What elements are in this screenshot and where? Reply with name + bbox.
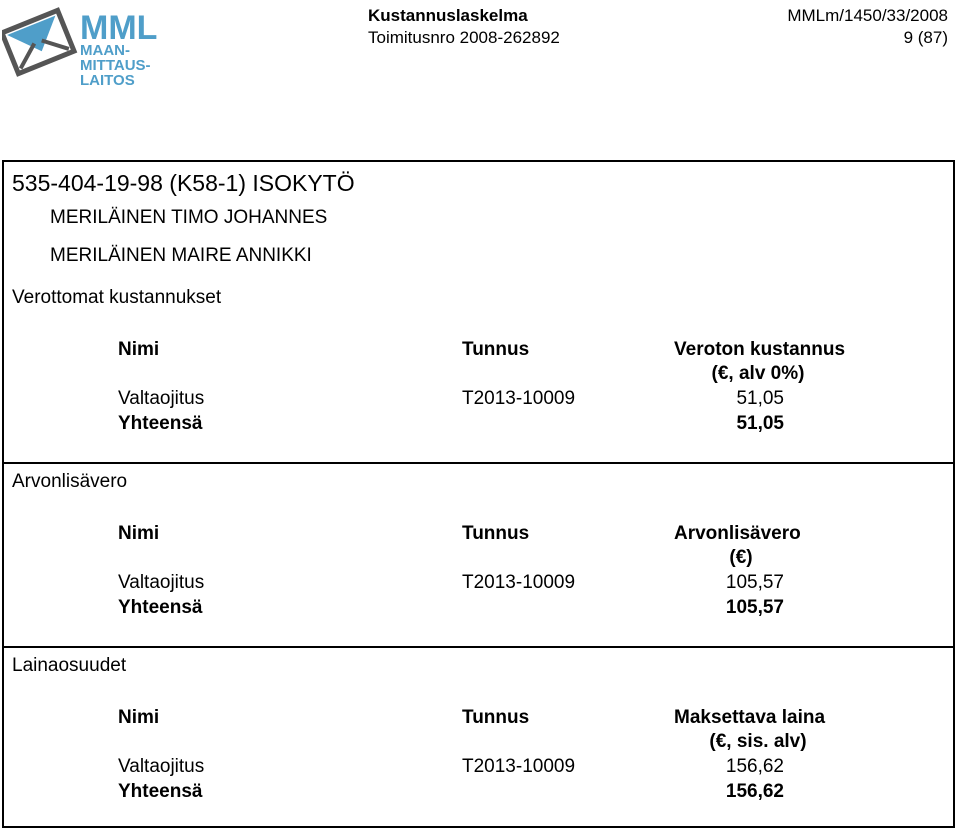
- total-label: Yhteensä: [118, 781, 203, 802]
- total-label: Yhteensä: [118, 413, 203, 434]
- total-label: Yhteensä: [118, 597, 203, 618]
- column-header-value: Arvonlisävero: [674, 523, 801, 544]
- row-code: T2013-10009: [462, 388, 576, 409]
- svg-text:MAAN-: MAAN-: [80, 42, 130, 59]
- svg-text:MML: MML: [80, 9, 158, 47]
- svg-text:LAITOS: LAITOS: [80, 72, 135, 86]
- total-value: 105,57: [725, 597, 784, 618]
- owner-name: MERILÄINEN MAIRE ANNIKKI: [50, 245, 312, 266]
- total-value: 51,05: [736, 413, 784, 434]
- section-title: Arvonlisävero: [12, 471, 128, 492]
- column-header-code: Tunnus: [462, 523, 530, 544]
- total-value: 156,62: [725, 781, 784, 802]
- column-header-unit: (€): [729, 547, 753, 568]
- column-header-name: Nimi: [118, 707, 160, 728]
- section-title: Lainaosuudet: [12, 655, 127, 676]
- column-header-value: Maksettava laina: [674, 707, 826, 728]
- column-header-unit: (€, sis. alv): [709, 731, 807, 752]
- procedure-number: Toimitusnro 2008-262892: [368, 28, 560, 47]
- row-name: Valtaojitus: [118, 756, 205, 777]
- mml-logo: [2, 4, 167, 86]
- column-header-code: Tunnus: [462, 339, 530, 360]
- column-header-name: Nimi: [118, 339, 160, 360]
- row-name: Valtaojitus: [118, 388, 205, 409]
- cost-table-frame: [2, 160, 955, 828]
- document-title: Kustannuslaskelma: [368, 6, 528, 25]
- row-value: 105,57: [725, 572, 784, 593]
- page-header: [0, 0, 960, 95]
- section-divider: [4, 462, 953, 464]
- row-value: 156,62: [725, 756, 784, 777]
- svg-text:MITTAUS-: MITTAUS-: [80, 57, 151, 74]
- row-code: T2013-10009: [462, 572, 576, 593]
- row-code: T2013-10009: [462, 756, 576, 777]
- row-name: Valtaojitus: [118, 572, 205, 593]
- column-header-name: Nimi: [118, 523, 160, 544]
- property-title: 535-404-19-98 (K58-1) ISOKYTÖ: [12, 170, 355, 196]
- column-header-code: Tunnus: [462, 707, 530, 728]
- column-header-unit: (€, alv 0%): [711, 363, 805, 384]
- reference-number: MMLm/1450/33/2008: [787, 6, 948, 25]
- owner-name: MERILÄINEN TIMO JOHANNES: [50, 207, 328, 228]
- column-header-value: Veroton kustannus: [674, 339, 846, 360]
- page-number: 9 (87): [903, 28, 948, 47]
- section-divider: [4, 646, 953, 648]
- row-value: 51,05: [736, 388, 784, 409]
- section-title: Verottomat kustannukset: [12, 287, 222, 308]
